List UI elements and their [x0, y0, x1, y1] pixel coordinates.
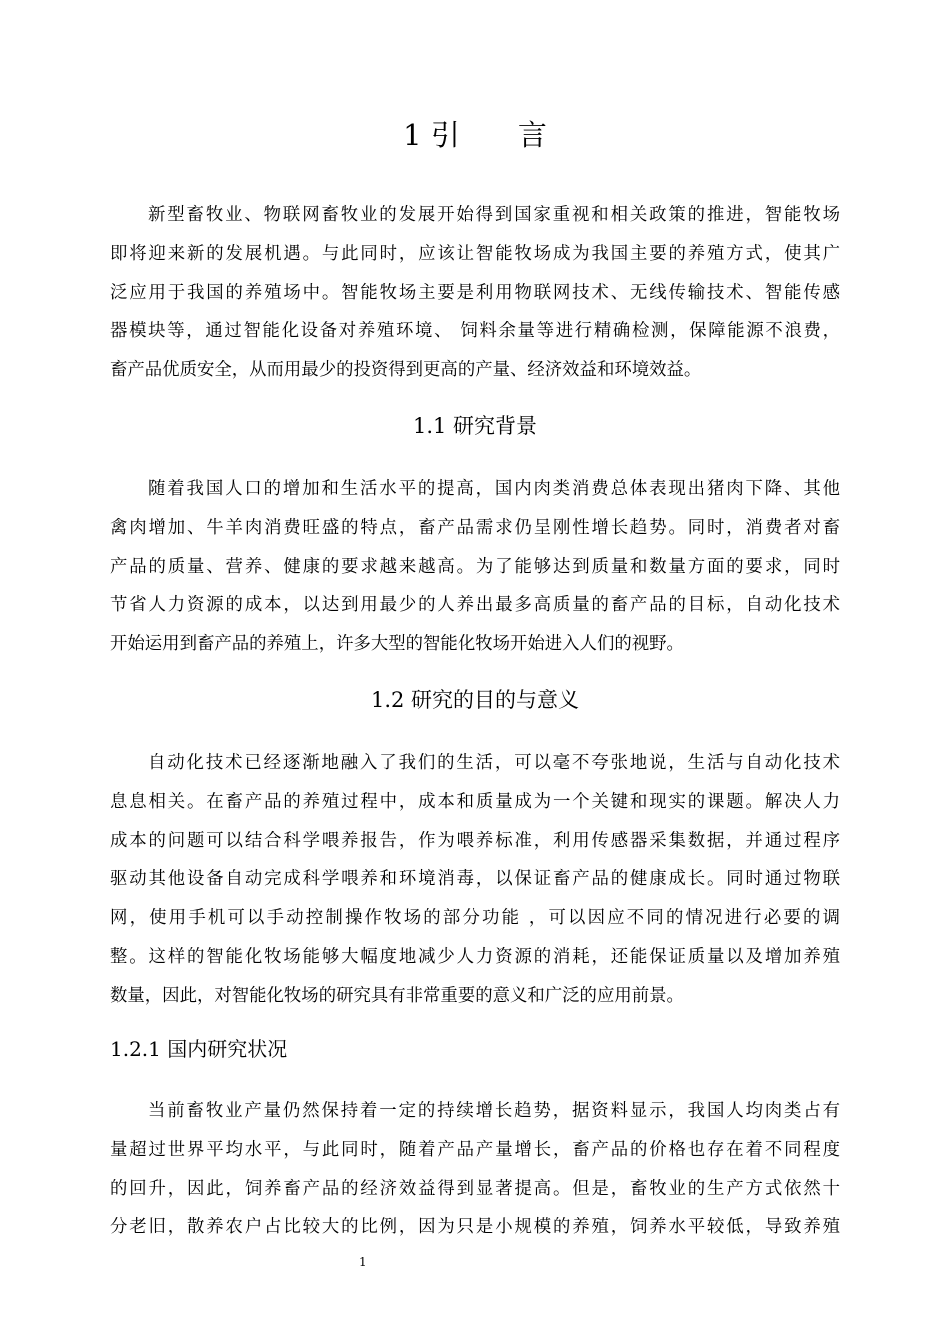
- paragraph-line: 新型畜牧业、物联网畜牧业的发展开始得到国家重视和相关政策的推进，智能牧场: [148, 205, 840, 225]
- section-title-1-1: 1.1 研究背景: [412, 414, 538, 438]
- paragraph-line: 随着我国人口的增加和生活水平的提高，国内肉类消费总体表现出猪肉下降、其他: [148, 479, 840, 499]
- subsection-title-1-2-1: 1.2.1 国内研究状况: [110, 1037, 288, 1061]
- section-1-1-paragraph: [110, 470, 840, 664]
- paragraph-line: 量超过世界平均水平，与此同时，随着产品产量增长，畜产品的价格也存在着不同程度: [110, 1139, 840, 1160]
- paragraph-line: 泛应用于我国的养殖场中。智能牧场主要是利用物联网技术、无线传输技术、智能传感: [110, 282, 840, 303]
- paragraph-line: 器模块等，通过智能化设备对养殖环境、 饲料余量等进行精确检测，保障能源不浪费，: [110, 321, 840, 342]
- paragraph-line: 禽肉增加、牛羊肉消费旺盛的特点，畜产品需求仍呈刚性增长趋势。同时，消费者对畜: [110, 517, 840, 538]
- paragraph-line: 数量，因此，对智能化牧场的研究具有非常重要的意义和广泛的应用前景。: [110, 985, 684, 1006]
- paragraph-line: 产品的质量、营养、健康的要求越来越高。为了能够达到质量和数量方面的要求，同时: [110, 556, 840, 577]
- paragraph-line: 驱动其他设备自动完成科学喂养和环境消毒，以保证畜产品的健康成长。同时通过物联: [110, 869, 840, 890]
- intro-paragraph: [110, 196, 840, 390]
- paragraph-line: 节省人力资源的成本，以达到用最少的人养出最多高质量的畜产品的目标，自动化技术: [110, 595, 840, 616]
- paragraph-line: 自动化技术已经逐渐地融入了我们的生活，可以毫不夸张地说，生活与自动化技术: [148, 753, 840, 773]
- paragraph-line: 当前畜牧业产量仍然保持着一定的持续增长趋势，据资料显示，我国人均肉类占有: [148, 1101, 840, 1121]
- chapter-title: 1 引 言: [403, 118, 547, 152]
- paragraph-line: 开始运用到畜产品的养殖上，许多大型的智能化牧场开始进入人们的视野。: [110, 634, 684, 655]
- paragraph-line: 成本的问题可以结合科学喂养报告，作为喂养标准，利用传感器采集数据，并通过程序: [110, 830, 840, 851]
- paragraph-line: 整。这样的智能化牧场能够大幅度地减少人力资源的消耗，还能保证质量以及增加养殖: [110, 946, 840, 967]
- page-number: 1: [359, 1255, 367, 1269]
- subsection-1-2-1-paragraph: [110, 1092, 840, 1247]
- section-1-2-paragraph: [110, 744, 840, 1016]
- paragraph-line: 即将迎来新的发展机遇。与此同时，应该让智能牧场成为我国主要的养殖方式，使其广: [110, 243, 840, 264]
- paragraph-line: 息息相关。在畜产品的养殖过程中，成本和质量成为一个关键和现实的课题。解决人力: [110, 791, 840, 812]
- paragraph-line: 网，使用手机可以手动控制操作牧场的部分功能 ，可以因应不同的情况进行必要的调: [110, 908, 840, 929]
- section-title-1-2: 1.2 研究的目的与意义: [370, 688, 580, 712]
- paragraph-line: 的回升，因此，饲养畜产品的经济效益得到显著提高。但是，畜牧业的生产方式依然十: [110, 1178, 840, 1199]
- paragraph-line: 畜产品优质安全，从而用最少的投资得到更高的产量、经济效益和环境效益。: [110, 360, 702, 381]
- paragraph-line: 分老旧，散养农户占比较大的比例，因为只是小规模的养殖，饲养水平较低，导致养殖: [110, 1217, 840, 1238]
